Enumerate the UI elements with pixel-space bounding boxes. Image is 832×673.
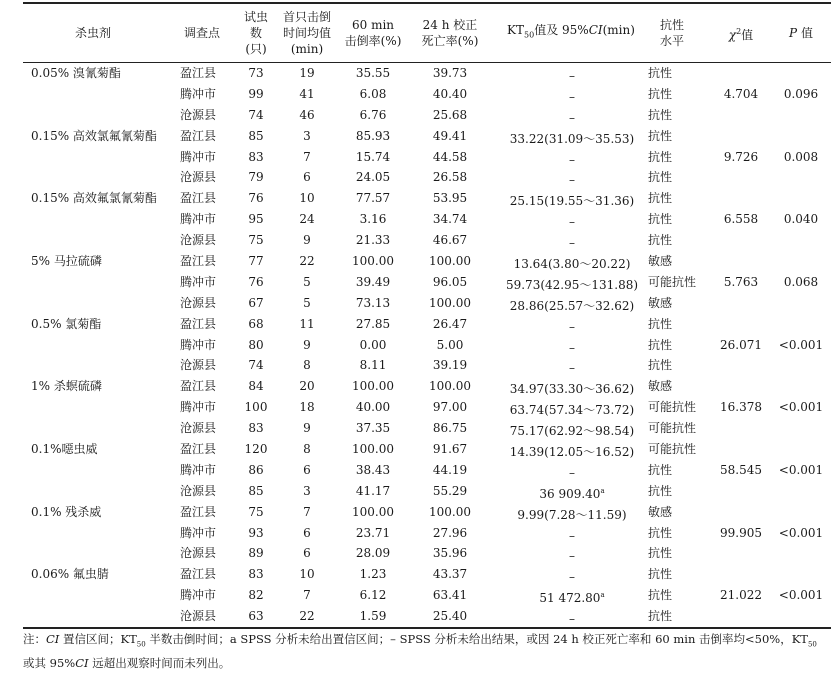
cell-kd60: 77.57 <box>355 191 391 206</box>
col-header-kd60: 60 min 击倒率(%) <box>344 18 402 48</box>
table-row <box>0 63 832 84</box>
cell-mortality24: 91.67 <box>432 442 468 457</box>
cell-mortality24: 25.68 <box>432 107 468 122</box>
col-header-resistance: 抗性 水平 <box>659 18 684 48</box>
table-bottom-rule <box>23 627 831 629</box>
cell-mortality24: 39.19 <box>432 358 468 373</box>
cell-kd60: 73.13 <box>355 295 391 310</box>
cell-test-count: 99 <box>248 86 264 101</box>
cell-chi-square: 26.071 <box>720 337 762 352</box>
cell-kd60: 85.93 <box>355 128 391 143</box>
cell-kt50: – <box>569 465 575 480</box>
cell-test-count: 85 <box>248 483 264 498</box>
cell-first-knockdown: 3 <box>303 128 311 143</box>
cell-insecticide: 0.05% 溴氰菊酯 <box>31 66 121 80</box>
cell-site: 盈江县 <box>180 254 217 269</box>
cell-resistance: 抗性 <box>648 212 673 227</box>
cell-p-value: 0.040 <box>783 212 819 227</box>
table-row <box>0 502 832 523</box>
cell-mortality24: 26.47 <box>432 316 468 331</box>
cell-resistance: 抗性 <box>648 609 673 624</box>
cell-kt50: – <box>569 69 575 83</box>
col-header-test-count: 试虫 数 (只) <box>243 10 268 56</box>
cell-p-value: 0.096 <box>783 86 819 101</box>
cell-resistance: 抗性 <box>648 546 673 561</box>
cell-site: 沧源县 <box>180 421 217 436</box>
cell-test-count: 84 <box>248 379 264 394</box>
cell-test-count: 76 <box>248 274 264 289</box>
table-row <box>0 481 832 502</box>
cell-site: 腾冲市 <box>180 525 217 540</box>
cell-kd60: 27.85 <box>355 316 391 331</box>
cell-resistance: 抗性 <box>648 66 673 80</box>
cell-first-knockdown: 9 <box>303 421 311 436</box>
cell-kd60: 23.71 <box>355 525 391 540</box>
cell-kt50: – <box>569 361 575 376</box>
cell-site: 腾冲市 <box>180 212 217 227</box>
cell-insecticide: 0.06% 氟虫腈 <box>31 567 109 582</box>
cell-kd60: 24.05 <box>355 170 391 185</box>
cell-mortality24: 100.00 <box>429 379 471 394</box>
cell-kd60: 37.35 <box>355 421 391 436</box>
cell-mortality24: 53.95 <box>432 191 468 206</box>
cell-resistance: 敏感 <box>648 254 673 269</box>
table-row <box>0 523 832 544</box>
cell-kt50: 59.73(42.95～131.88) <box>505 277 639 292</box>
cell-site: 腾冲市 <box>180 149 217 164</box>
cell-chi-square: 16.378 <box>720 400 762 415</box>
cell-kt50: 28.86(25.57～32.62) <box>509 298 635 313</box>
cell-test-count: 67 <box>248 295 264 310</box>
cell-chi-square: 58.545 <box>720 462 762 477</box>
cell-site: 沧源县 <box>180 358 217 373</box>
table-footnote: 注：CI 置信区间；$KT_{50}$ 半数击倒时间；a SPSS 分析未给出置信区间；– SPSS 分析未给出结果，或因 24 h 校正死亡率和 60 min 击倒率均<50%，$KT_{50}$ 或其 95%CI 远超出观察时间而未列出。 <box>23 632 817 671</box>
cell-site: 腾冲市 <box>180 274 217 289</box>
table-row <box>0 564 832 585</box>
cell-resistance: 敏感 <box>648 379 673 394</box>
cell-test-count: 74 <box>248 107 264 122</box>
cell-site: 盈江县 <box>180 379 217 394</box>
table-row <box>0 209 832 230</box>
table-row <box>0 314 832 335</box>
cell-test-count: 83 <box>248 421 264 436</box>
cell-site: 沧源县 <box>180 233 217 248</box>
table-row <box>0 251 832 272</box>
cell-site: 盈江县 <box>180 66 217 80</box>
cell-kd60: 28.09 <box>355 546 391 561</box>
cell-resistance: 抗性 <box>648 107 673 122</box>
cell-mortality24: 25.40 <box>432 609 468 624</box>
cell-kt50: 75.17(62.92～98.54) <box>509 424 635 439</box>
cell-test-count: 83 <box>248 149 264 164</box>
cell-mortality24: 46.67 <box>432 233 468 248</box>
cell-insecticide: 0.15% 高效氟氯氰菊酯 <box>31 191 157 206</box>
cell-test-count: 95 <box>248 212 264 227</box>
cell-first-knockdown: 19 <box>299 66 315 80</box>
table-row <box>0 147 832 168</box>
cell-resistance: 可能抗性 <box>648 400 697 415</box>
cell-mortality24: 55.29 <box>432 483 468 498</box>
cell-kt50: 34.97(33.30～36.62) <box>509 382 635 397</box>
cell-site: 腾冲市 <box>180 400 217 415</box>
cell-kd60: 1.23 <box>359 567 387 582</box>
cell-first-knockdown: 10 <box>299 191 315 206</box>
cell-kt50: 63.74(57.34～73.72) <box>509 403 635 418</box>
cell-p-value: <0.001 <box>778 525 824 540</box>
cell-mortality24: 43.37 <box>432 567 468 582</box>
cell-first-knockdown: 11 <box>299 316 315 331</box>
cell-first-knockdown: 7 <box>303 588 311 603</box>
cell-kd60: 6.08 <box>359 86 387 101</box>
table-row <box>0 188 832 209</box>
cell-mortality24: 26.58 <box>432 170 468 185</box>
table-row <box>0 167 832 188</box>
table-row <box>0 418 832 439</box>
cell-first-knockdown: 22 <box>299 609 315 624</box>
cell-kt50: – <box>569 110 575 125</box>
cell-test-count: 86 <box>248 462 264 477</box>
cell-resistance: 抗性 <box>648 149 673 164</box>
cell-mortality24: 34.74 <box>432 212 468 227</box>
cell-first-knockdown: 8 <box>303 442 311 457</box>
cell-site: 腾冲市 <box>180 462 217 477</box>
table-row <box>0 272 832 293</box>
cell-first-knockdown: 7 <box>303 149 311 164</box>
cell-site: 沧源县 <box>180 546 217 561</box>
cell-chi-square: 99.905 <box>720 525 762 540</box>
cell-kt50: – <box>569 152 575 167</box>
cell-first-knockdown: 6 <box>303 170 311 185</box>
cell-mortality24: 100.00 <box>429 504 471 519</box>
table-row <box>0 439 832 460</box>
cell-test-count: 68 <box>248 316 264 331</box>
cell-site: 盈江县 <box>180 567 217 582</box>
table-row <box>0 606 832 627</box>
cell-site: 沧源县 <box>180 609 217 624</box>
cell-mortality24: 100.00 <box>429 295 471 310</box>
cell-insecticide: 0.1% 残杀威 <box>31 504 102 519</box>
cell-test-count: 80 <box>248 337 264 352</box>
cell-resistance: 可能抗性 <box>648 274 697 289</box>
cell-resistance: 可能抗性 <box>648 442 697 457</box>
cell-mortality24: 35.96 <box>432 546 468 561</box>
cell-test-count: 85 <box>248 128 264 143</box>
cell-first-knockdown: 5 <box>303 274 311 289</box>
cell-site: 沧源县 <box>180 170 217 185</box>
cell-kd60: 21.33 <box>355 233 391 248</box>
cell-p-value: 0.008 <box>783 149 819 164</box>
cell-site: 沧源县 <box>180 295 217 310</box>
cell-kt50: – <box>569 89 575 104</box>
cell-first-knockdown: 46 <box>299 107 315 122</box>
cell-kt50: 13.64(3.80～20.22) <box>513 257 631 272</box>
cell-mortality24: 96.05 <box>432 274 468 289</box>
cell-mortality24: 27.96 <box>432 525 468 540</box>
cell-test-count: 73 <box>248 66 264 80</box>
cell-first-knockdown: 18 <box>299 400 315 415</box>
table-row <box>0 460 832 481</box>
cell-mortality24: 97.00 <box>432 400 468 415</box>
cell-resistance: 可能抗性 <box>648 421 697 436</box>
col-header-insecticide: 杀虫剂 <box>74 26 111 40</box>
table-body <box>0 63 832 627</box>
cell-kt50: – <box>569 549 575 564</box>
cell-resistance: 抗性 <box>648 128 673 143</box>
cell-chi-square: 9.726 <box>723 149 759 164</box>
cell-resistance: 抗性 <box>648 233 673 248</box>
cell-p-value: <0.001 <box>778 337 824 352</box>
cell-first-knockdown: 3 <box>303 483 311 498</box>
cell-kt50: 36 909.40$^a$ <box>539 486 605 501</box>
cell-insecticide: 0.1%噁虫威 <box>31 442 98 457</box>
cell-resistance: 敏感 <box>648 295 673 310</box>
cell-first-knockdown: 5 <box>303 295 311 310</box>
cell-chi-square: 21.022 <box>720 588 762 603</box>
table-row <box>0 84 832 105</box>
cell-resistance: 抗性 <box>648 462 673 477</box>
cell-chi-square: 4.704 <box>723 86 759 101</box>
cell-test-count: 63 <box>248 609 264 624</box>
cell-kd60: 100.00 <box>352 442 394 457</box>
table-row <box>0 335 832 356</box>
cell-first-knockdown: 9 <box>303 337 311 352</box>
table-row <box>0 293 832 314</box>
cell-resistance: 抗性 <box>648 525 673 540</box>
cell-kt50: 14.39(12.05～16.52) <box>509 445 635 460</box>
cell-first-knockdown: 41 <box>299 86 315 101</box>
cell-test-count: 76 <box>248 191 264 206</box>
cell-site: 盈江县 <box>180 504 217 519</box>
cell-p-value: 0.068 <box>783 274 819 289</box>
cell-test-count: 120 <box>244 442 268 457</box>
col-header-site: 调查点 <box>183 26 220 40</box>
cell-mortality24: 86.75 <box>432 421 468 436</box>
cell-resistance: 敏感 <box>648 504 673 519</box>
cell-p-value: <0.001 <box>778 588 824 603</box>
cell-mortality24: 44.58 <box>432 149 468 164</box>
cell-test-count: 83 <box>248 567 264 582</box>
cell-test-count: 77 <box>248 254 264 269</box>
table-row <box>0 397 832 418</box>
cell-kd60: 6.76 <box>359 107 387 122</box>
cell-resistance: 抗性 <box>648 588 673 603</box>
cell-kd60: 38.43 <box>355 462 391 477</box>
cell-test-count: 89 <box>248 546 264 561</box>
cell-test-count: 75 <box>248 504 264 519</box>
cell-site: 盈江县 <box>180 442 217 457</box>
cell-kt50: – <box>569 319 575 334</box>
cell-first-knockdown: 6 <box>303 546 311 561</box>
cell-insecticide: 5% 马拉硫磷 <box>31 254 102 269</box>
cell-kd60: 41.17 <box>355 483 391 498</box>
cell-kd60: 40.00 <box>355 400 391 415</box>
cell-first-knockdown: 8 <box>303 358 311 373</box>
cell-mortality24: 40.40 <box>432 86 468 101</box>
cell-resistance: 抗性 <box>648 170 673 185</box>
table-row <box>0 543 832 564</box>
cell-kt50: 25.15(19.55～31.36) <box>509 194 635 209</box>
cell-site: 盈江县 <box>180 191 217 206</box>
cell-resistance: 抗性 <box>648 567 673 582</box>
cell-kd60: 100.00 <box>352 254 394 269</box>
cell-kd60: 8.11 <box>359 358 387 373</box>
cell-first-knockdown: 22 <box>299 254 315 269</box>
cell-mortality24: 63.41 <box>432 588 468 603</box>
cell-kt50: – <box>569 528 575 543</box>
cell-chi-square: 5.763 <box>723 274 759 289</box>
cell-mortality24: 49.41 <box>432 128 468 143</box>
table-row <box>0 376 832 397</box>
col-header-first-knockdown: 首只击倒 时间均值 (min) <box>282 10 331 56</box>
cell-test-count: 93 <box>248 525 264 540</box>
cell-mortality24: 39.73 <box>432 66 468 80</box>
cell-kd60: 39.49 <box>355 274 391 289</box>
col-header-chi-square: $\chi^2$值 <box>728 26 754 42</box>
cell-site: 盈江县 <box>180 316 217 331</box>
cell-first-knockdown: 10 <box>299 567 315 582</box>
cell-first-knockdown: 6 <box>303 462 311 477</box>
cell-first-knockdown: 24 <box>299 212 315 227</box>
cell-site: 盈江县 <box>180 128 217 143</box>
cell-test-count: 79 <box>248 170 264 185</box>
cell-p-value: <0.001 <box>778 400 824 415</box>
cell-mortality24: 5.00 <box>436 337 464 352</box>
cell-kd60: 6.12 <box>359 588 387 603</box>
cell-mortality24: 100.00 <box>429 254 471 269</box>
cell-insecticide: 1% 杀螟硫磷 <box>31 379 102 394</box>
cell-chi-square: 6.558 <box>723 212 759 227</box>
cell-insecticide: 0.15% 高效氯氟氰菊酯 <box>31 128 157 143</box>
col-header-p-value: P 值 <box>789 26 813 40</box>
cell-kt50: 51 472.80$^a$ <box>539 591 605 606</box>
cell-site: 腾冲市 <box>180 337 217 352</box>
col-header-kt50: $KT_{50}$值及 95%CI(min) <box>507 23 635 40</box>
cell-first-knockdown: 6 <box>303 525 311 540</box>
cell-test-count: 75 <box>248 233 264 248</box>
cell-kd60: 15.74 <box>355 149 391 164</box>
cell-test-count: 74 <box>248 358 264 373</box>
cell-kd60: 0.00 <box>359 337 387 352</box>
cell-kd60: 35.55 <box>355 66 391 80</box>
cell-mortality24: 44.19 <box>432 462 468 477</box>
cell-resistance: 抗性 <box>648 358 673 373</box>
cell-resistance: 抗性 <box>648 337 673 352</box>
table-row <box>0 105 832 126</box>
cell-kt50: – <box>569 173 575 188</box>
cell-first-knockdown: 20 <box>299 379 315 394</box>
cell-p-value: <0.001 <box>778 462 824 477</box>
cell-kt50: – <box>569 570 575 585</box>
cell-resistance: 抗性 <box>648 191 673 206</box>
cell-insecticide: 0.5% 氯菊酯 <box>31 316 102 331</box>
cell-kt50: – <box>569 236 575 251</box>
cell-resistance: 抗性 <box>648 86 673 101</box>
table-row <box>0 355 832 376</box>
col-header-mortality24: 24 h 校正 死亡率(%) <box>421 18 479 48</box>
cell-kd60: 3.16 <box>359 212 387 227</box>
cell-test-count: 82 <box>248 588 264 603</box>
cell-first-knockdown: 7 <box>303 504 311 519</box>
cell-kt50: – <box>569 215 575 230</box>
cell-kt50: – <box>569 612 575 627</box>
cell-resistance: 抗性 <box>648 316 673 331</box>
cell-kt50: 9.99(7.28～11.59) <box>517 507 627 522</box>
cell-kd60: 100.00 <box>352 504 394 519</box>
cell-resistance: 抗性 <box>648 483 673 498</box>
table-row <box>0 585 832 606</box>
table-row <box>0 230 832 251</box>
cell-site: 沧源县 <box>180 483 217 498</box>
cell-kt50: – <box>569 340 575 355</box>
cell-test-count: 100 <box>244 400 268 415</box>
cell-kt50: 33.22(31.09～35.53) <box>509 131 635 146</box>
cell-kd60: 1.59 <box>359 609 387 624</box>
cell-site: 腾冲市 <box>180 588 217 603</box>
cell-site: 腾冲市 <box>180 86 217 101</box>
table-row <box>0 126 832 147</box>
cell-site: 沧源县 <box>180 107 217 122</box>
cell-kd60: 100.00 <box>352 379 394 394</box>
cell-first-knockdown: 9 <box>303 233 311 248</box>
